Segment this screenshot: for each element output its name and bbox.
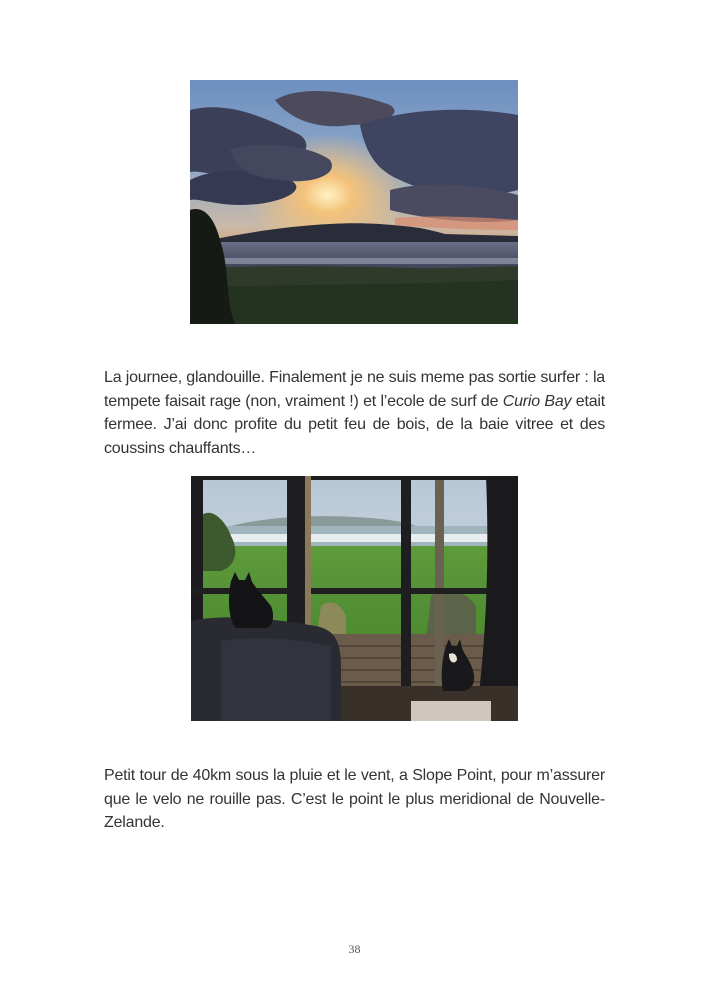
page-number: 38 (348, 942, 361, 956)
paragraph-day (104, 366, 605, 460)
paragraph-ride: Petit tour de 40km sous la pluie et le vent, a Slope Point, pour m’assurer que le velo ne rouille pas. C’est le point le plus meridional de Nouvelle-Zelande. (104, 767, 605, 831)
paragraph-day-text-end: etait fermee. J’ai donc profite du petit feu de bois, de la baie vitree et des coussins chauffants… (104, 392, 605, 457)
window-cats-photo (191, 476, 518, 721)
sunset-photo (190, 80, 518, 324)
place-name-curio-bay: Curio Bay (502, 392, 572, 410)
paragraph-day-text-start: La journee, glandouille. Finalement je ne suis meme pas sortie surfer : la tempete faisait rage (non, vraiment !) et l’ecole de surf de (104, 369, 605, 410)
